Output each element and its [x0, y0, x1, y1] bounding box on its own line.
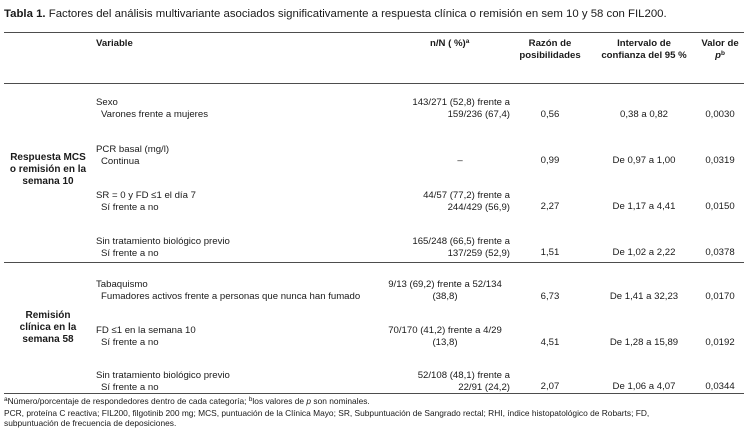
nn-cell: 52/108 (48,1) frente a 22/91 (24,2) — [417, 370, 510, 393]
header-p-value: Valor de $p^b$ — [701, 38, 739, 61]
variable-name: Sin tratamiento biológico previo — [96, 370, 230, 381]
ci-cell: De 1,28 a 15,89 — [609, 337, 679, 348]
nn-cell: 70/170 (41,2) frente a 4/29 (13,8) — [388, 325, 502, 348]
odds-ratio-cell: 0,56 — [540, 109, 560, 120]
ci-cell: 0,38 a 0,82 — [619, 109, 668, 120]
p-value-cell: 0,0344 — [705, 381, 735, 392]
p-value-cell: 0,0030 — [705, 109, 735, 120]
odds-ratio-cell: 0,99 — [540, 155, 560, 166]
table-row — [96, 236, 230, 259]
variable-name: Sexo — [96, 97, 118, 108]
footnote-line-2: PCR, proteína C reactiva; FIL200, filgotinib 200 mg; MCS, puntuación de la Clínica Mayo; SR, Subpuntuación de Sangrado rectal; RHI, índice histopatológico de Robarts; FD, — [4, 408, 650, 418]
p-value-cell: 0,0170 — [705, 291, 735, 302]
p-value-cell: 0,0150 — [705, 201, 735, 212]
table-row — [96, 370, 230, 393]
ci-cell: De 1,06 a 4,07 — [612, 381, 676, 392]
odds-ratio-cell: 2,27 — [540, 201, 560, 212]
group-label-week58: Remisión clínica en la semana 58 — [19, 310, 77, 345]
variable-comparison: Fumadores activos frente a personas que nunca han fumado — [101, 290, 361, 302]
ci-cell: De 0,97 a 1,00 — [612, 155, 676, 166]
footnote-line-3: subpuntuación de frecuencia de deposiciones. — [4, 418, 177, 428]
variable-name: FD ≤1 en la semana 10 — [96, 325, 196, 336]
group-divider-rule — [4, 262, 744, 263]
header-ci: Intervalo de confianza del 95 % — [601, 38, 687, 61]
header-top-rule — [4, 32, 744, 33]
p-value-cell: 0,0192 — [705, 337, 735, 348]
nn-cell: 9/13 (69,2) frente a 52/134 (38,8) — [388, 279, 502, 302]
nn-cell: – — [457, 155, 463, 166]
nn-cell: 44/57 (77,2) frente a 244/429 (56,9) — [423, 190, 510, 213]
variable-name: Sin tratamiento biológico previo — [96, 236, 230, 247]
variable-comparison: Sí frente a no — [101, 247, 159, 259]
p-value-cell: 0,0378 — [705, 247, 735, 258]
variable-comparison: Sí frente a no — [101, 381, 159, 393]
table-bottom-rule — [4, 393, 744, 394]
header-nn: n/N ( %)$^a$ — [430, 38, 470, 49]
group-label-week10: Respuesta MCS o remisión en la semana 10 — [9, 152, 87, 187]
header-variable: Variable — [96, 38, 133, 49]
table-caption: Factores del análisis multivariante asociados significativamente a respuesta clínica o remisión en sem 10 y 58 con FIL200. — [48, 8, 667, 20]
variable-comparison: Varones frente a mujeres — [101, 108, 209, 120]
odds-ratio-cell: 2,07 — [540, 381, 560, 392]
odds-ratio-cell: 6,73 — [540, 291, 560, 302]
p-value-cell: 0,0319 — [705, 155, 735, 166]
table-row — [96, 144, 169, 167]
variable-comparison: Continua — [101, 155, 140, 167]
table-row — [96, 190, 196, 213]
ci-cell: De 1,41 a 32,23 — [609, 291, 679, 302]
header-odds-ratio: Razón de posibilidades — [519, 38, 581, 61]
header-bottom-rule — [4, 83, 744, 84]
variable-comparison: Sí frente a no — [101, 336, 159, 348]
variable-name: PCR basal (mg/l) — [96, 144, 170, 155]
ci-cell: De 1,17 a 4,41 — [612, 201, 676, 212]
variable-name: Tabaquismo — [96, 279, 148, 290]
ci-cell: De 1,02 a 2,22 — [612, 247, 676, 258]
variable-comparison: Sí frente a no — [101, 201, 159, 213]
footnote-line-1: $^a$Número/porcentaje de respondedores dentro de cada categoría; $^b$los valores de p son nominales. — [4, 396, 370, 406]
nn-cell: 165/248 (66,5) frente a 137/259 (52,9) — [412, 236, 510, 259]
odds-ratio-cell: 1,51 — [540, 247, 560, 258]
variable-name: SR = 0 y FD ≤1 el día 7 — [96, 190, 196, 201]
table-row — [96, 279, 360, 302]
nn-cell: 143/271 (52,8) frente a 159/236 (67,4) — [412, 97, 510, 120]
table-number: Tabla 1. — [4, 8, 46, 20]
table-row — [96, 97, 208, 120]
odds-ratio-cell: 4,51 — [540, 337, 560, 348]
table-row — [96, 325, 196, 348]
table-title — [4, 7, 746, 21]
